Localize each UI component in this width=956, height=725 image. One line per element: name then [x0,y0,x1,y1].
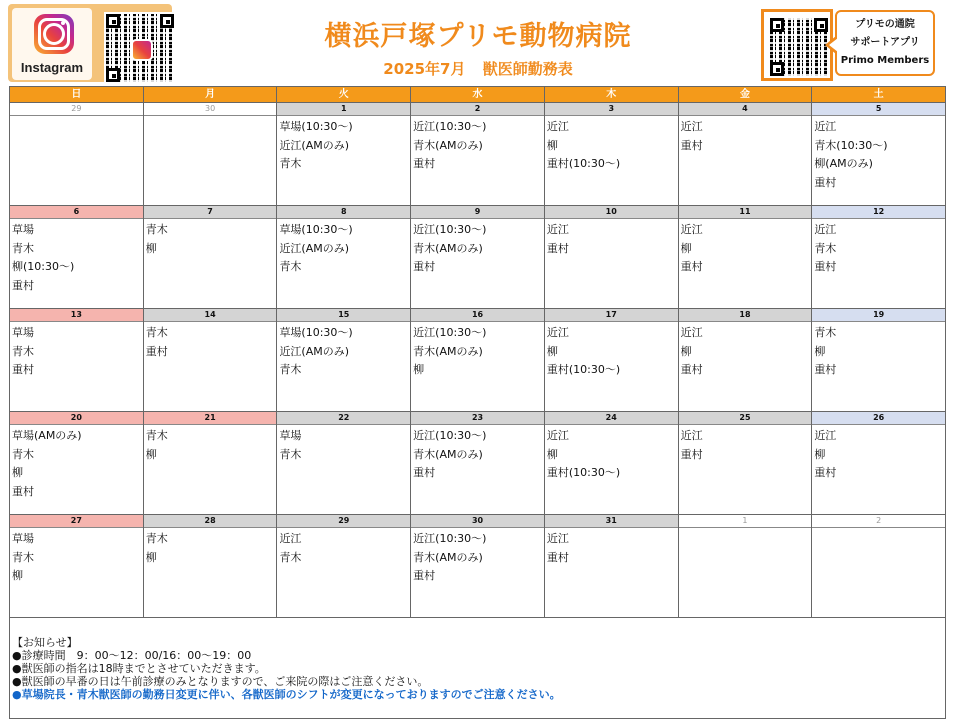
vet-name: 重村(10:30～) [546,363,621,376]
vet-list [277,219,410,277]
vet-name: 重村 [814,175,837,189]
instagram-icon [34,14,74,54]
vet-name: 青木 [145,223,168,236]
day-cell [144,206,278,308]
page-subtitle [240,58,716,79]
vet-name: 青木 [279,550,302,564]
weekday-label: 木 [545,87,679,102]
vet-name: 柳 [145,241,157,255]
weekday-label: 日 [10,87,144,102]
vet-list [679,322,812,380]
day-cell [10,515,144,617]
vet-list [10,425,143,501]
vet-name: 近江 [546,532,569,545]
vet-name: 重村 [12,363,34,376]
vet-name: 柳 [413,363,425,376]
day-number: 10 [545,206,678,219]
weekday-label: 金 [679,87,813,102]
vet-name: 柳 [680,344,692,358]
vet-name: 近江(AMのみ) [279,138,350,152]
day-number: 30 [411,515,544,528]
vet-list [144,116,277,118]
vet-name: 重村 [680,363,703,376]
vet-name: 重村 [680,447,703,461]
page-title: 横浜戸塚プリモ動物病院 [324,21,632,52]
instagram-qr-code[interactable] [104,12,176,84]
day-cell [545,103,679,205]
day-number: 7 [144,206,277,219]
vet-name: 草場(10:30～) [279,120,353,133]
day-cell [411,206,545,308]
vet-list [411,322,544,380]
vet-name: 青木 [814,326,837,339]
app-callout-line: サポートアプリ [850,37,920,48]
day-cell [545,206,679,308]
vet-name: 草場 [12,532,34,545]
vet-list [545,219,678,258]
vet-name: 青木 [145,326,168,339]
app-callout-line: Primo Members [840,55,930,66]
vet-list [545,322,678,380]
weekday-label: 土 [873,89,884,100]
weekday-header [10,87,945,103]
day-cell [277,103,411,205]
vet-list [10,116,143,118]
vet-name: 青木 [12,447,34,461]
vet-list [545,425,678,483]
vet-name: 近江(10:30～) [413,429,487,442]
vet-name: 柳 [546,344,558,358]
vet-list [812,425,945,483]
subtitle-month: 2025年7月 [383,60,466,78]
app-qr-frame[interactable] [761,9,833,81]
day-number: 24 [545,412,678,425]
calendar-week [10,206,945,309]
vet-list [411,425,544,483]
vet-list [545,116,678,174]
day-number: 3 [545,103,678,116]
day-cell [277,412,411,514]
calendar-week [10,412,945,515]
vet-name: 青木 [279,363,302,376]
day-cell [545,515,679,617]
vet-name: 近江 [680,120,703,133]
vet-list [812,219,945,277]
day-number: 6 [10,206,143,219]
vet-name: 重村 [12,278,34,292]
day-cell [545,412,679,514]
day-number: 5 [812,103,945,116]
vet-name: 柳(AMのみ) [814,157,873,170]
instagram-label: Instagram [20,60,84,75]
vet-list [411,116,544,174]
vet-list [545,528,678,567]
day-number: 9 [411,206,544,219]
vet-name: 柳 [12,466,23,479]
vet-list [679,425,812,464]
vet-name: 近江(10:30～) [413,326,487,339]
vet-name: 近江 [814,429,837,442]
vet-name: 近江(10:30～) [413,532,487,545]
vet-name: 重村 [546,550,569,564]
day-cell [679,103,813,205]
app-callout-line: プリモの通院 [855,19,915,30]
day-cell [812,103,945,205]
calendar-week [10,103,945,206]
day-cell [679,206,813,308]
vet-name: 重村 [546,241,569,255]
day-cell [679,309,813,411]
day-number: 21 [144,412,277,425]
calendar-week [10,515,945,618]
instagram-logo [12,8,92,80]
day-number: 16 [411,309,544,322]
vet-list [679,116,812,155]
vet-name: 重村(10:30～) [546,157,621,170]
vet-name: 重村 [413,260,436,273]
vet-name: 近江 [680,223,703,236]
vet-list [411,219,544,277]
vet-list [10,219,143,295]
app-qr-code[interactable] [768,16,830,78]
day-number: 15 [277,309,410,322]
vet-name: 近江 [279,532,302,545]
day-number: 31 [545,515,678,528]
day-cell [277,309,411,411]
vet-name: 重村 [12,484,34,498]
calendar-weeks [10,103,945,618]
vet-name: 青木 [12,241,34,255]
notice-heading: 【お知らせ】 [12,636,78,649]
day-cell [812,515,945,617]
day-number: 25 [679,412,812,425]
day-number: 1 [679,515,812,528]
day-cell [411,103,545,205]
vet-list [144,528,277,567]
day-number: 29 [277,515,410,528]
calendar-week [10,309,945,412]
vet-name: 近江(10:30～) [413,223,487,236]
subtitle-label: 獣医師勤務表 [482,60,573,78]
vet-name: 近江 [546,223,569,236]
vet-name: 青木(AMのみ) [413,138,483,152]
day-number: 8 [277,206,410,219]
vet-name: 近江 [546,120,569,133]
vet-list [679,219,812,277]
day-cell [411,309,545,411]
vet-name: 柳 [145,447,157,461]
vet-list [144,219,277,258]
day-cell [144,515,278,617]
day-cell [144,103,278,205]
day-number: 2 [411,103,544,116]
vet-name: 重村 [814,260,837,273]
vet-name: 青木 [145,429,168,442]
day-cell [10,412,144,514]
vet-name: 青木 [279,447,302,461]
vet-name: 近江(AMのみ) [279,344,350,358]
vet-name: 青木(AMのみ) [413,550,483,564]
vet-list [144,322,277,361]
day-number: 18 [679,309,812,322]
day-number: 1 [277,103,410,116]
day-number: 23 [411,412,544,425]
vet-name: 柳 [145,550,157,564]
day-number: 30 [144,103,277,116]
vet-name: 重村 [680,260,703,273]
day-cell [10,206,144,308]
vet-list [277,528,410,567]
day-cell [679,515,813,617]
vet-name: 近江 [546,326,569,339]
day-number: 29 [10,103,143,116]
vet-name: 草場 [12,326,34,339]
vet-list [411,528,544,586]
day-cell [10,309,144,411]
vet-name: 柳 [546,138,558,152]
instagram-banner[interactable] [8,4,172,82]
shift-calendar [9,86,946,719]
day-number: 28 [144,515,277,528]
vet-name: 近江 [680,429,703,442]
vet-list [10,322,143,380]
vet-name: 青木 [279,260,302,273]
vet-name: 重村 [413,466,436,479]
vet-name: 重村 [814,466,837,479]
day-cell [277,206,411,308]
vet-name: 重村 [413,157,436,170]
weekday-label: 火 [277,87,411,102]
day-number: 12 [812,206,945,219]
day-cell [277,515,411,617]
vet-name: 重村(10:30～) [546,466,621,479]
vet-name: 草場 [12,223,34,236]
vet-name: 青木 [145,532,168,545]
day-number: 22 [277,412,410,425]
vet-name: 近江 [814,223,837,236]
notice-box [10,618,945,718]
app-callout [835,10,935,76]
notice-highlight: ●草場院長・青木獣医師の勤務日変更に伴い、各獣医師のシフトが変更になっておりますのでご注意ください。 [12,688,561,701]
day-cell [144,309,278,411]
vet-name: 柳(10:30～) [12,260,75,273]
vet-list [812,528,945,530]
vet-name: 柳 [814,447,826,461]
vet-name: 柳 [814,344,826,358]
vet-list [144,425,277,464]
day-number: 27 [10,515,143,528]
vet-name: 草場 [279,429,302,442]
day-cell [144,412,278,514]
vet-name: 青木(10:30～) [814,138,888,152]
vet-name: 重村 [680,138,703,152]
vet-name: 草場(10:30～) [279,326,353,339]
vet-name: 青木(AMのみ) [413,241,483,255]
vet-name: 重村 [814,363,837,376]
weekday-label: 水 [411,87,545,102]
vet-name: 近江(AMのみ) [279,241,350,255]
vet-list [277,322,410,380]
day-cell [411,515,545,617]
day-number: 19 [812,309,945,322]
vet-name: 近江(10:30～) [413,120,487,133]
day-number: 11 [679,206,812,219]
notice-line: ●獣医師の指名は18時までとさせていただきます。 [12,662,266,675]
vet-list [277,116,410,174]
vet-name: 近江 [546,429,569,442]
vet-list [812,116,945,192]
vet-name: 青木 [12,550,34,564]
vet-name: 近江 [680,326,703,339]
vet-name: 重村 [413,569,436,582]
day-cell [812,309,945,411]
vet-name: 柳 [680,241,692,255]
day-cell [411,412,545,514]
day-number: 26 [812,412,945,425]
day-cell [812,412,945,514]
vet-name: 青木(AMのみ) [413,344,483,358]
vet-name: 青木 [279,157,302,170]
notice-line: ●診療時間 9：00～12：00/16：00～19：00 [12,649,252,662]
vet-name: 青木 [12,344,34,358]
vet-list [10,528,143,586]
day-cell [812,206,945,308]
vet-list [277,425,410,464]
vet-name: 草場(10:30～) [279,223,353,236]
day-cell [10,103,144,205]
vet-name: 柳 [12,569,23,582]
day-number: 2 [812,515,945,528]
vet-name: 草場(AMのみ) [12,429,82,442]
notice-line: ●獣医師の早番の日は午前診療のみとなりますので、ご来院の際はご注意ください。 [12,675,429,688]
day-number: 20 [10,412,143,425]
day-number: 14 [144,309,277,322]
vet-name: 近江 [814,120,837,133]
vet-list [812,322,945,380]
vet-name: 重村 [145,344,168,358]
vet-list [679,528,812,530]
day-number: 4 [679,103,812,116]
vet-name: 柳 [546,447,558,461]
day-number: 13 [10,309,143,322]
day-cell [679,412,813,514]
vet-name: 青木 [814,241,837,255]
vet-name: 青木(AMのみ) [413,447,483,461]
day-number: 17 [545,309,678,322]
day-cell [545,309,679,411]
weekday-label: 月 [144,87,278,102]
